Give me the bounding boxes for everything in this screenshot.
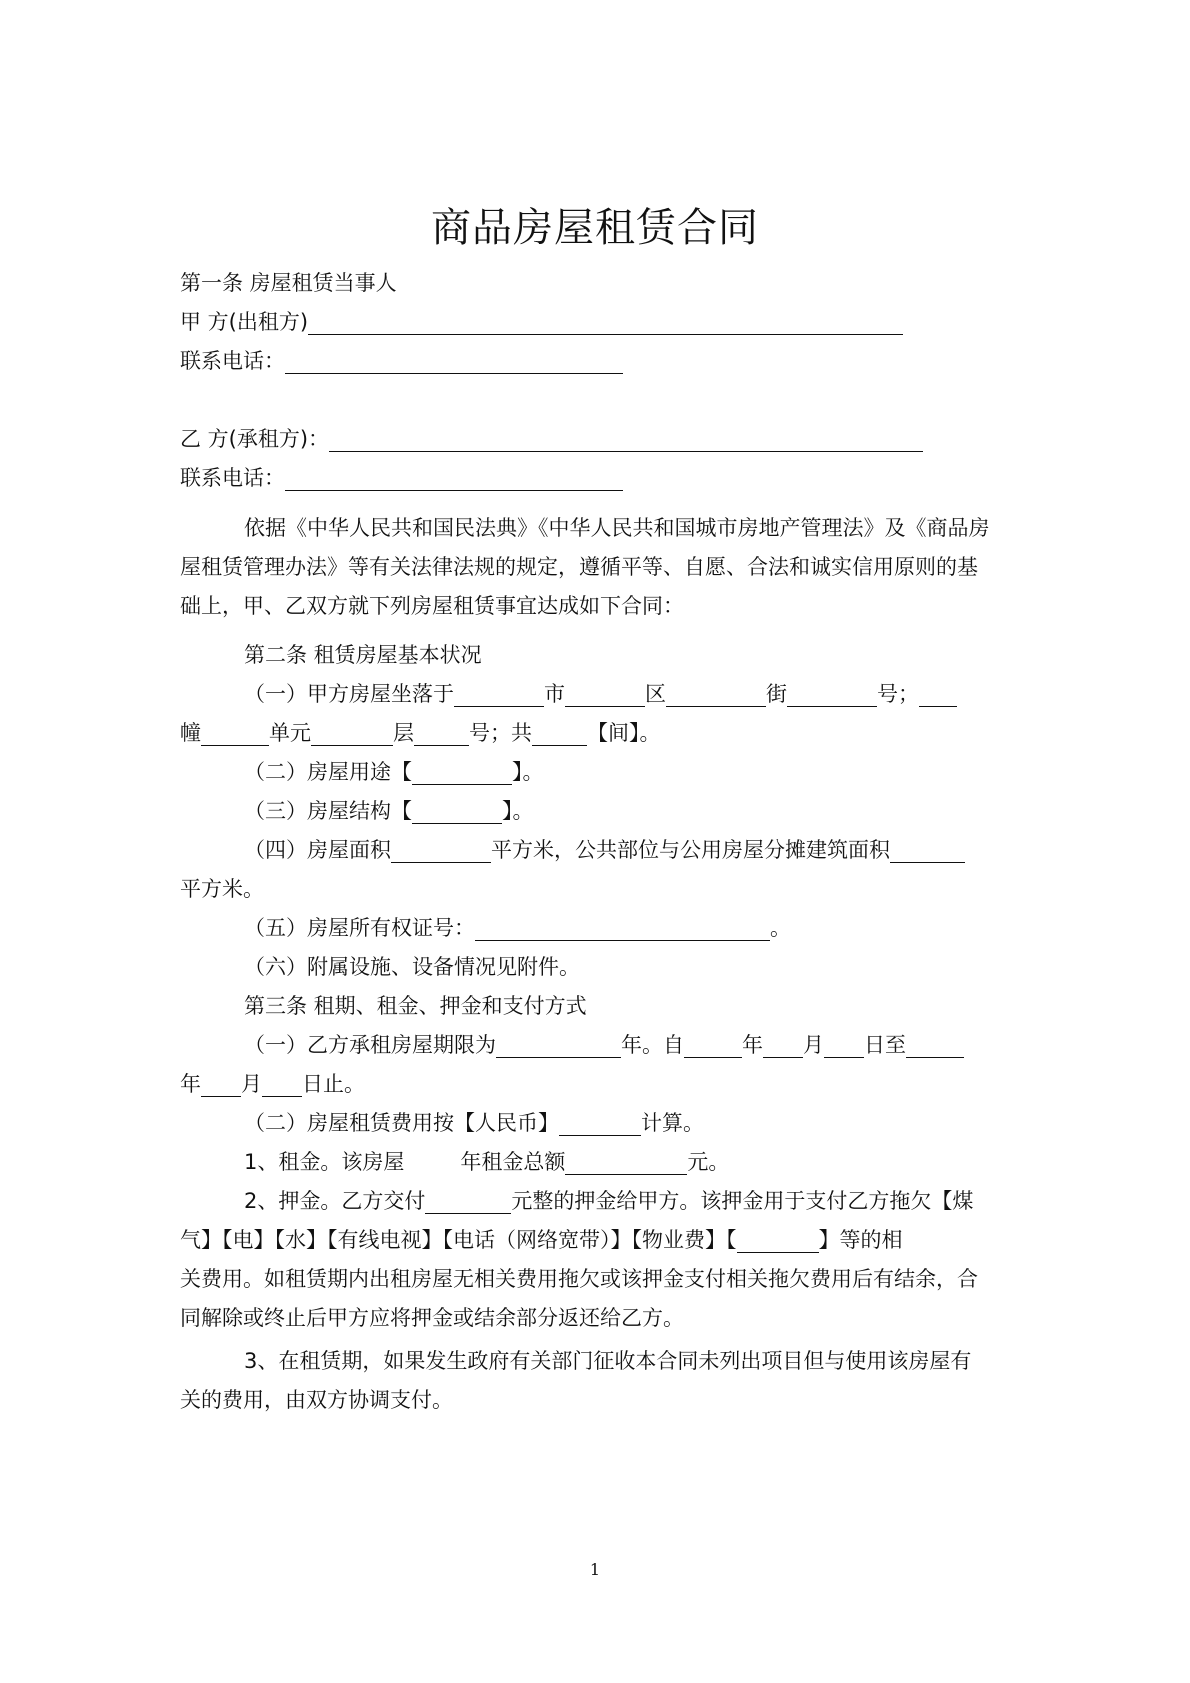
other-fee-blank[interactable]	[737, 1226, 819, 1253]
area-blank[interactable]	[391, 836, 491, 863]
page-number: 1	[589, 1560, 601, 1579]
art3-item1-line	[244, 1024, 1010, 1066]
structure-blank[interactable]	[412, 797, 502, 824]
room-number-blank[interactable]	[414, 719, 469, 746]
ownership-cert-blank[interactable]	[475, 914, 770, 941]
start-year-blank[interactable]	[684, 1031, 742, 1058]
party-a-phone-line	[180, 340, 1010, 382]
end-day-blank[interactable]	[262, 1070, 302, 1097]
art3-deposit-line-2	[180, 1219, 1010, 1261]
article-2-heading: 第二条 租赁房屋基本状况	[244, 643, 482, 667]
party-a-phone-label: 联系电话：	[180, 349, 285, 373]
art3-rent-line	[244, 1141, 1010, 1183]
start-month-blank[interactable]	[763, 1031, 803, 1058]
building-blank[interactable]	[919, 680, 957, 707]
art2-item5-line	[244, 907, 1010, 949]
usage-end: 】。	[512, 760, 544, 784]
art2-item1-line	[244, 673, 1010, 715]
unit-label: 单元	[269, 721, 311, 745]
party-a-blank[interactable]	[308, 308, 903, 335]
ownership-cert-label: （五）房屋所有权证号：	[244, 916, 475, 940]
art2-item3-line	[244, 790, 1010, 832]
city-blank[interactable]	[454, 680, 544, 707]
art3-item1-line-b	[180, 1063, 1010, 1105]
unit-blank[interactable]	[201, 719, 269, 746]
art3-fees-line-2: 关的费用，由双方协调支付。	[180, 1388, 453, 1412]
party-b-phone-blank[interactable]	[285, 464, 623, 491]
art2-item1-line-b	[180, 712, 1010, 754]
intro-line-2: 屋租赁管理办法》等有关法律法规的规定，遵循平等、自愿、合法和诚实信用原则的基	[180, 555, 978, 579]
start-month-label: 月	[803, 1033, 824, 1057]
article-1-heading: 第一条 房屋租赁当事人	[180, 271, 397, 295]
floor-label: 层	[393, 721, 414, 745]
term-label: （一）乙方承租房屋期限为	[244, 1033, 496, 1057]
party-b-line	[180, 418, 1010, 460]
end-month-blank[interactable]	[201, 1070, 241, 1097]
district-blank[interactable]	[565, 680, 645, 707]
building-label: 幢	[180, 721, 201, 745]
end-month-label: 月	[241, 1072, 262, 1096]
art2-item4-line	[244, 829, 1010, 871]
usage-blank[interactable]	[412, 758, 512, 785]
party-b-phone-line	[180, 457, 1010, 499]
currency-blank[interactable]	[559, 1109, 641, 1136]
rent-unit: 元。	[687, 1150, 730, 1174]
article-3-heading: 第三条 租期、租金、押金和支付方式	[244, 994, 587, 1018]
annual-rent-blank[interactable]	[565, 1148, 687, 1175]
floor-blank[interactable]	[311, 719, 393, 746]
structure-end: 】。	[502, 799, 534, 823]
term-years-blank[interactable]	[496, 1031, 621, 1058]
contract-title: 商品房屋租赁合同	[431, 205, 759, 251]
ownership-cert-end: 。	[770, 916, 791, 940]
end-year-blank[interactable]	[906, 1031, 964, 1058]
start-day-blank[interactable]	[824, 1031, 864, 1058]
start-year-label: 年	[742, 1033, 763, 1057]
room-unit-label: 【间】。	[587, 721, 661, 745]
rent-label: 1、租金。该房屋	[244, 1150, 405, 1174]
deposit-text: 元整的押金给甲方。该押金用于支付乙方拖欠【煤	[511, 1189, 974, 1213]
art2-item4-line-b: 平方米。	[180, 877, 264, 901]
shared-area-label: 平方米，公共部位与公用房屋分摊建筑面积	[491, 838, 890, 862]
number-label: 号；	[877, 682, 919, 706]
shared-area-blank[interactable]	[890, 836, 965, 863]
currency-label: （二）房屋租赁费用按【人民币】	[244, 1111, 559, 1135]
room-count-label: 号；共	[469, 721, 532, 745]
end-day-label: 日止。	[302, 1072, 365, 1096]
party-b-blank[interactable]	[329, 425, 923, 452]
term-from-label: 年。自	[621, 1033, 684, 1057]
art3-deposit-line-3: 关费用。如租赁期内出租房屋无相关费用拖欠或该押金支付相关拖欠费用后有结余，合	[180, 1267, 978, 1291]
party-a-label: 甲 方(出租方)	[180, 310, 309, 334]
city-label: 市	[544, 682, 565, 706]
art3-deposit-line-4: 同解除或终止后甲方应将押金或结余部分返还给乙方。	[180, 1306, 684, 1330]
annual-rent-label: 年租金总额	[460, 1150, 566, 1174]
end-year-label: 年	[180, 1072, 201, 1096]
art2-item2-line	[244, 751, 1010, 793]
deposit-blank[interactable]	[425, 1187, 511, 1214]
party-a-phone-blank[interactable]	[285, 347, 623, 374]
deposit-items-end: 】等的相	[818, 1228, 903, 1252]
structure-label: （三）房屋结构【	[244, 799, 412, 823]
art3-deposit-line-1	[244, 1180, 1010, 1222]
room-count-blank[interactable]	[532, 719, 587, 746]
party-a-line	[180, 301, 1010, 343]
start-day-label: 日至	[864, 1033, 906, 1057]
art3-fees-line-1: 3、在租赁期，如果发生政府有关部门征收本合同未列出项目但与使用该房屋有	[244, 1349, 972, 1373]
deposit-items-text: 气】【电】【水】【有线电视】【电话（网络宽带）】【物业费】【	[180, 1228, 737, 1252]
party-b-phone-label: 联系电话：	[180, 466, 285, 490]
area-label: （四）房屋面积	[244, 838, 391, 862]
usage-label: （二）房屋用途【	[244, 760, 412, 784]
art3-item2-line	[244, 1102, 1010, 1144]
party-b-label: 乙 方(承租方)：	[180, 427, 330, 451]
location-label: （一）甲方房屋坐落于	[244, 682, 454, 706]
intro-line-1: 依据《中华人民共和国民法典》《中华人民共和国城市房地产管理法》及《商品房	[244, 516, 990, 540]
art2-item6-line: （六）附属设施、设备情况见附件。	[244, 955, 580, 979]
district-label: 区	[645, 682, 666, 706]
street-number-blank[interactable]	[787, 680, 877, 707]
currency-end: 计算。	[641, 1111, 704, 1135]
intro-line-3: 础上，甲、乙双方就下列房屋租赁事宜达成如下合同：	[180, 594, 684, 618]
deposit-label: 2、押金。乙方交付	[244, 1189, 426, 1213]
street-label: 街	[766, 682, 787, 706]
street-blank[interactable]	[666, 680, 766, 707]
